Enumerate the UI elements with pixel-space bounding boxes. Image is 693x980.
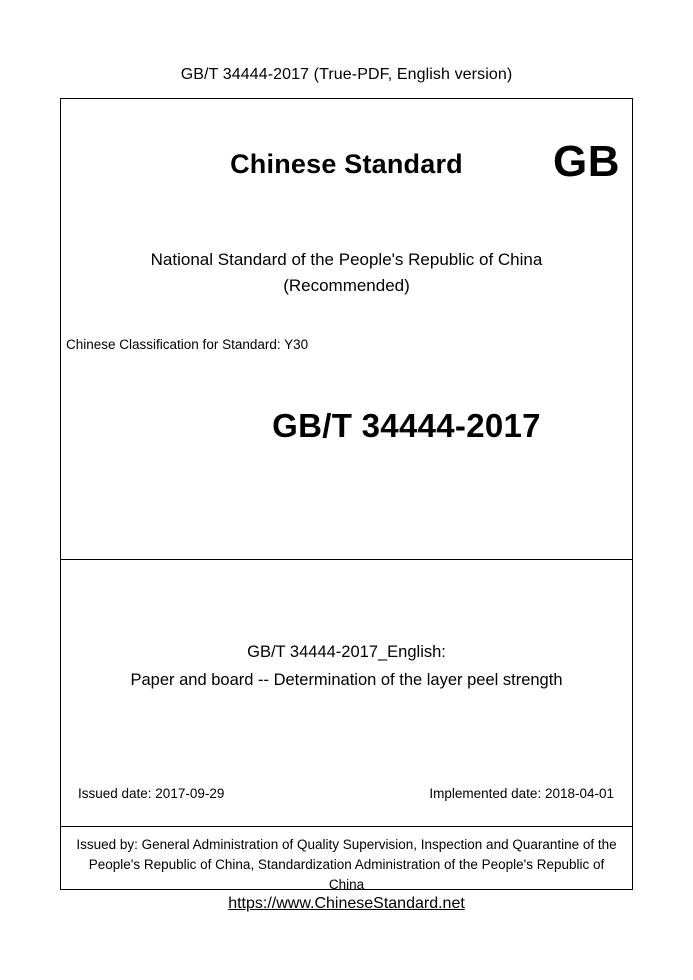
classification-text: Chinese Classification for Standard: Y30 <box>66 337 309 352</box>
footer-url-link[interactable] <box>0 895 693 913</box>
issued-date: Issued date: 2017-09-29 <box>78 786 225 801</box>
issuer-text: Issued by: General Administration of Quality Supervision, Inspection and Quarantine of the People's Republic of China, Standardization Administration of the People's Republic of China <box>76 837 617 892</box>
page-header-caption: GB/T 34444-2017 (True-PDF, English version) <box>180 66 513 83</box>
english-title-line2: Paper and board -- Determination of the layer peel strength <box>130 671 563 689</box>
title-row <box>61 137 632 199</box>
cover-subtitle-line2: (Recommended) <box>283 276 410 295</box>
footer-url-text: https://www.ChineseStandard.net <box>228 895 465 912</box>
english-title-line1: GB/T 34444-2017_English: <box>247 643 446 661</box>
cover-subtitle-line1: National Standard of the People's Republic of China <box>150 250 543 269</box>
cover-lower-section <box>61 560 632 827</box>
cover-main-title: Chinese Standard <box>230 149 463 179</box>
standard-number: GB/T 34444-2017 <box>272 407 541 444</box>
implemented-date: Implemented date: 2018-04-01 <box>429 786 614 801</box>
english-title-block <box>61 638 632 694</box>
cover-subtitle <box>61 247 632 299</box>
dates-row <box>61 786 632 804</box>
cover-frame <box>60 98 633 890</box>
issuer-section <box>61 827 632 892</box>
gb-logo: GB <box>553 137 620 186</box>
cover-upper-section <box>61 99 632 560</box>
